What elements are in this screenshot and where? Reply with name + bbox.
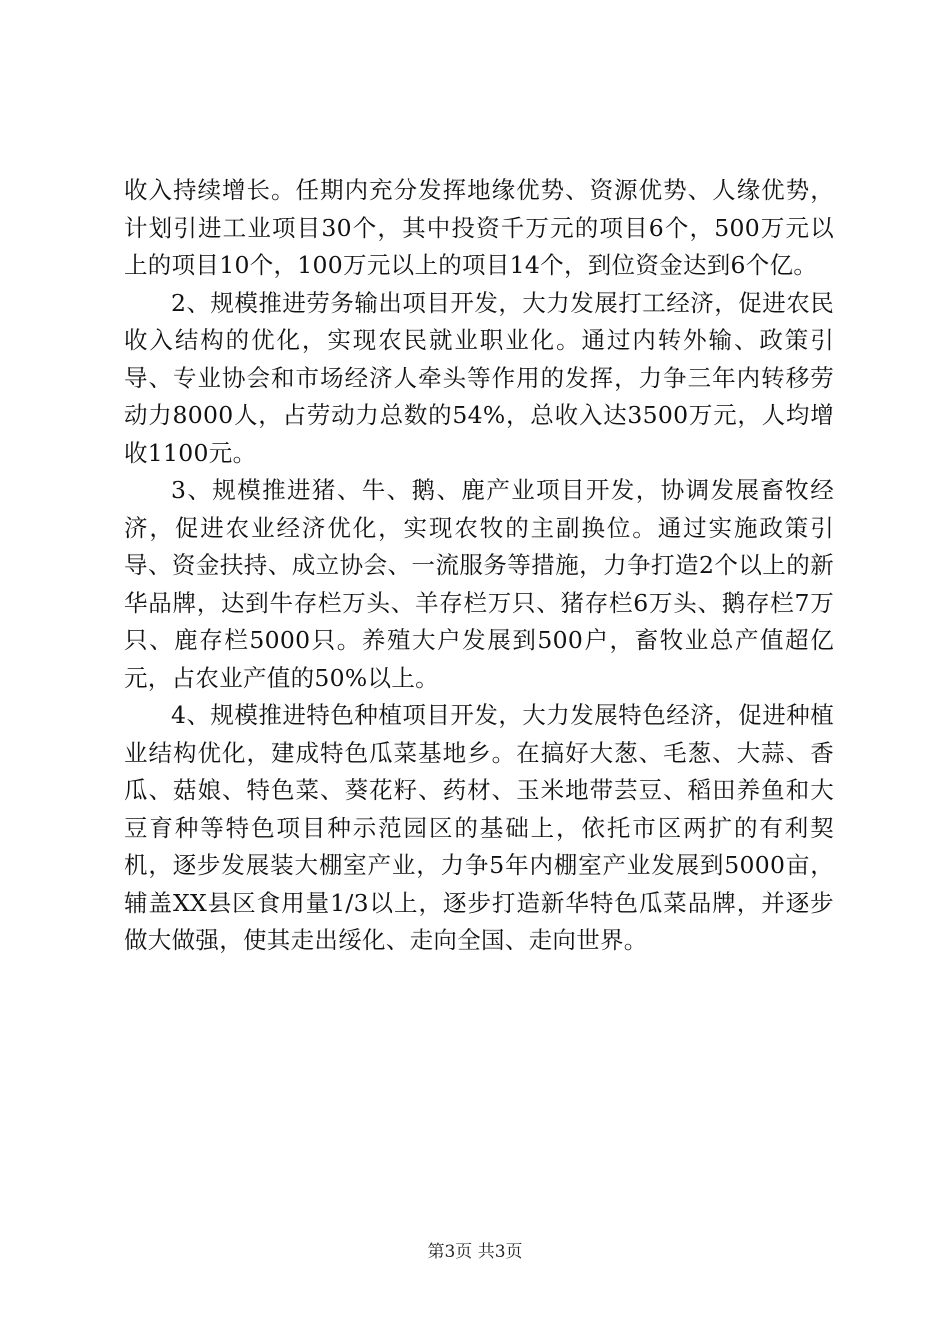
paragraph-2: 2、规模推进劳务输出项目开发，大力发展打工经济，促进农民收入结构的优化，实现农民就业职业化。通过内转外输、政策引导、专业协会和市场经济人牵头等作用的发挥，力争三年内转移劳动力8000人，占劳动力总数的54%，总收入达3500万元，人均增收1100元。 — [124, 288, 834, 467]
paragraph-4: 4、规模推进特色种植项目开发，大力发展特色经济，促进种植业结构优化，建成特色瓜菜基地乡。在搞好大葱、毛葱、大蒜、香瓜、菇娘、特色菜、葵花籽、药材、玉米地带芸豆、稻田养鱼和大豆育种等特色项目种示范园区的基础上，依托市区两扩的有利契机，逐步发展装大棚室产业，力争5年内棚室产业发展到5000亩，辅盖XX县区食用量1/3以上，逐步打造新华特色瓜菜品牌，并逐步做大做强，使其走出绥化、走向全国、走向世界。 — [124, 701, 834, 954]
paragraph-1: 收入持续增长。任期内充分发挥地缘优势、资源优势、人缘优势，计划引进工业项目30个，其中投资千万元的项目6个，500万元以上的项目10个，100万元以上的项目14个，到位资金达到6个亿。 — [124, 176, 834, 279]
paragraph-3: 3、规模推进猪、牛、鹅、鹿产业项目开发，协调发展畜牧经济，促进农业经济优化，实现农牧的主副换位。通过实施政策引导、资金扶持、成立协会、一流服务等措施，力争打造2个以上的新华品牌，达到牛存栏万头、羊存栏万只、猪存栏6万头、鹅存栏7万只、鹿存栏5000只。养殖大户发展到500户，畜牧业总产值超亿元，占农业产值的50%以上。 — [124, 476, 834, 692]
page-footer: 第3页 共3页 — [427, 1242, 523, 1262]
document-body — [124, 172, 834, 960]
